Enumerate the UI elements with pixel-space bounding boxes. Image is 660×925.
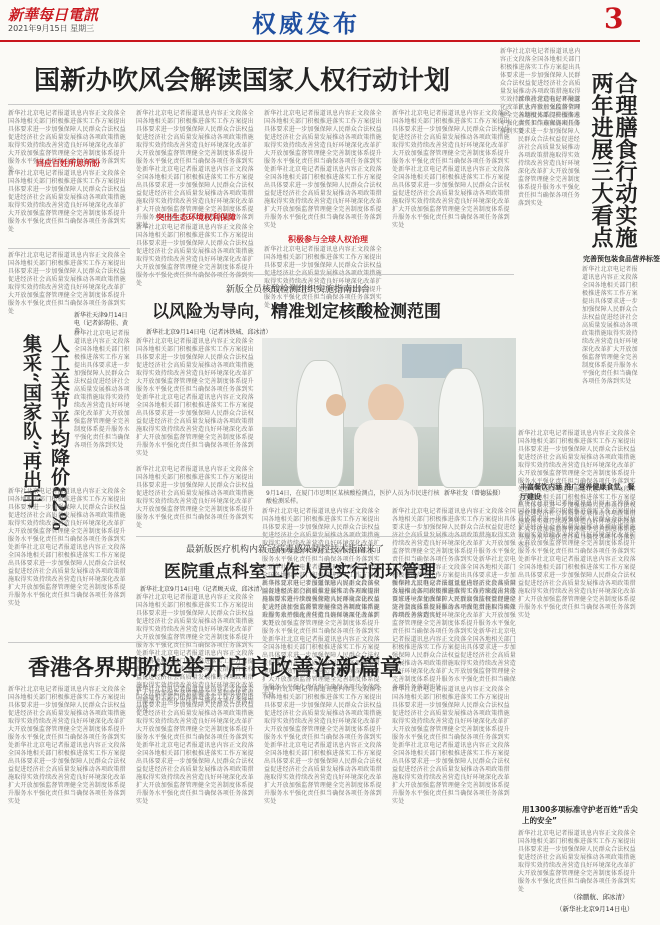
- nucleic-byline: 新华社北京9月14日电（记者沐铁城、邱冰清）: [146, 329, 272, 336]
- article-text: [136, 224, 258, 268]
- lead-subhead: 回应百姓所思所盼: [36, 159, 100, 168]
- sidebar-reporter: （徐鹏航、邱冰清）: [570, 893, 629, 901]
- newspaper-logo: 新華每日電訊: [8, 6, 99, 24]
- article-text: [264, 246, 386, 268]
- article-text: [392, 580, 516, 638]
- diet-headline-col2: 两年进展三大看点: [588, 72, 614, 248]
- joints-byline: 新华社天津9月14日电（记者彭韵佳、黄垚）: [74, 312, 129, 335]
- article-text: [8, 686, 130, 918]
- article-text: [74, 330, 132, 482]
- hospital-headline: 医院重点科室工作人员实行闭环管理: [164, 562, 436, 582]
- nucleic-headline: 以风险为导向，精准划定核酸检测范围: [152, 302, 441, 322]
- nucleic-kicker: 新版全员核酸检测组织实施指南出台: [226, 285, 371, 295]
- article-text: [582, 266, 638, 416]
- photo-person-shirt: [354, 420, 418, 490]
- news-photo: [262, 338, 516, 486]
- issue-date: 2021年9月15日 星期三: [8, 24, 95, 33]
- sidebar-dateline: （新华社北京9月14日电）: [556, 905, 634, 913]
- sidebar-headline: 用1300多项标准守护老百姓“舌尖上的安全”: [522, 805, 638, 825]
- photo-caption: 9月14日，在厦门市思明区某核酸检测点，医护人员为市民进行核酸检测采样。: [266, 490, 440, 505]
- divider: [8, 104, 516, 105]
- article-text: [8, 488, 130, 638]
- photo-person-face: [368, 384, 404, 424]
- article-text: [518, 830, 638, 890]
- lead-headline: 国新办吹风会解读国家人权行动计划: [34, 66, 451, 96]
- article-text: [136, 594, 258, 638]
- hongkong-headline: 香港各界期盼选举开启良政善治新篇章: [28, 655, 403, 681]
- article-text: [136, 110, 258, 208]
- article-text: [262, 580, 384, 638]
- hospital-kicker: 最新版医疗机构内新冠病毒感染防控技术指南来了: [186, 545, 385, 555]
- article-text: [518, 96, 582, 426]
- diet-headline-col1: 合理膳食行动实施: [612, 72, 638, 248]
- divider: [136, 536, 514, 537]
- divider: [8, 642, 516, 643]
- divider: [8, 248, 130, 249]
- photo-child-face: [326, 394, 346, 416]
- diet-subhead: 丰富餐饮内涵 推广营养健康食堂、餐厅建设: [520, 483, 635, 501]
- lead-subhead: 积极参与全球人权治理: [288, 235, 368, 244]
- article-text: [392, 686, 514, 918]
- article-text: [136, 466, 258, 514]
- article-text: [8, 110, 130, 156]
- article-text: [8, 252, 130, 306]
- article-text: [136, 686, 258, 918]
- diet-subhead: 完善预包装食品营养标签: [583, 255, 660, 263]
- article-text: [518, 500, 638, 800]
- masthead: [0, 0, 640, 42]
- lead-subhead: 突出生态环境权利保障: [156, 213, 236, 222]
- hospital-byline: 新华社北京9月14日电（记者顾天成、邱冰清）: [140, 586, 266, 593]
- article-text: [262, 508, 384, 532]
- article-text: [392, 508, 516, 532]
- joints-headline-col1: 人工关节平均降价82%: [48, 334, 70, 531]
- photo-medic-right: [438, 368, 484, 488]
- article-text: [8, 170, 130, 242]
- article-text: [136, 338, 258, 462]
- article-text: [264, 110, 386, 230]
- article-text: [392, 110, 514, 268]
- joints-headline-col2: 集采“国家队”再出手: [20, 334, 42, 508]
- article-text: [264, 686, 386, 918]
- page-number: 3: [604, 2, 624, 35]
- photo-medic-left: [296, 360, 344, 488]
- divider: [136, 274, 514, 275]
- section-title: 权威发布: [252, 9, 360, 38]
- photo-credit: 新华社发（曾德猛摄）: [444, 490, 505, 497]
